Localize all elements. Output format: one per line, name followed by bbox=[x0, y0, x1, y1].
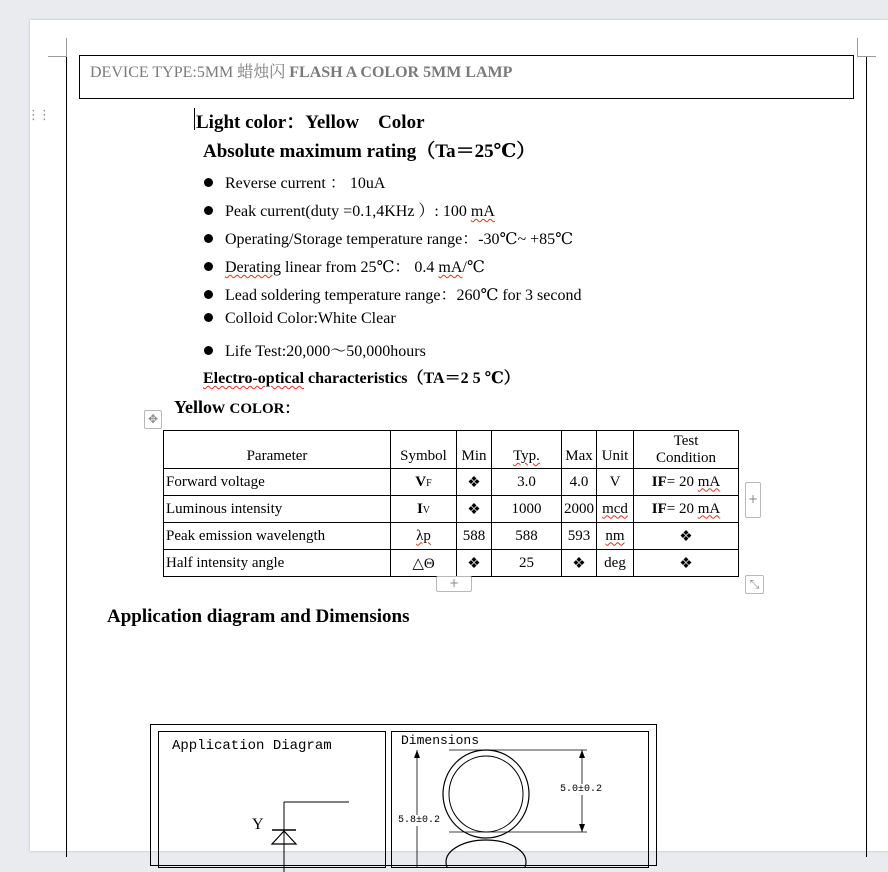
th-parameter: Parameter bbox=[164, 431, 391, 469]
cond-if: IF bbox=[651, 500, 667, 517]
header-device-type bbox=[79, 55, 854, 99]
text-cursor bbox=[194, 108, 195, 130]
spell-flag[interactable]: mA bbox=[697, 473, 721, 490]
dimensions-box bbox=[391, 731, 649, 868]
spell-flag[interactable]: mA bbox=[438, 259, 463, 276]
bullet-text: /℃ bbox=[462, 259, 485, 276]
th-symbol: Symbol bbox=[391, 431, 457, 469]
bullet-colloid-color bbox=[204, 310, 396, 328]
add-column-button[interactable]: + bbox=[745, 482, 761, 518]
cond-value: = 20 bbox=[666, 473, 698, 490]
spell-flag[interactable]: mA bbox=[470, 203, 495, 220]
bullet-text: Life Test:20,000～50,000hours bbox=[225, 343, 426, 360]
th-min: Min bbox=[457, 431, 492, 469]
bullet-text: Operating/Storage temperature range：-30℃~ +85℃ bbox=[225, 231, 574, 248]
bullet-icon bbox=[204, 234, 213, 243]
bullet-operating-temp bbox=[204, 226, 573, 249]
cell-param: Forward voltage bbox=[164, 469, 391, 496]
symbol-sub: F bbox=[426, 477, 432, 489]
symbol-main: I bbox=[416, 500, 423, 517]
cell-unit bbox=[597, 496, 634, 523]
th-test-condition bbox=[634, 431, 739, 469]
bullet-text: linear from 25℃： 0.4 bbox=[280, 259, 439, 276]
spell-flag[interactable]: mA bbox=[697, 500, 721, 517]
cell-max: 593 bbox=[562, 523, 597, 550]
cell-symbol bbox=[391, 469, 457, 496]
cell-typ: 588 bbox=[492, 523, 562, 550]
symbol-main: V bbox=[415, 473, 427, 490]
light-color-line bbox=[196, 107, 425, 134]
spec-table bbox=[163, 430, 739, 577]
cell-condition bbox=[634, 496, 739, 523]
cell-condition: ❖ bbox=[634, 523, 739, 550]
cell-param: Peak emission wavelength bbox=[164, 523, 391, 550]
bullet-icon bbox=[204, 290, 213, 299]
spell-flag[interactable]: Derating bbox=[225, 259, 281, 276]
th-typ bbox=[492, 431, 562, 469]
crop-mark-top-left bbox=[48, 38, 67, 57]
table-row bbox=[164, 496, 739, 523]
yellow-word: Yellow bbox=[174, 397, 230, 417]
eo-heading-text: characteristics（TA＝2 5 ℃） bbox=[304, 370, 520, 387]
bullet-icon bbox=[204, 313, 213, 322]
page-border-right bbox=[866, 57, 867, 857]
spell-flag[interactable]: mcd bbox=[602, 500, 628, 517]
cell-min: ❖ bbox=[457, 469, 492, 496]
dimensions-label: Dimensions bbox=[401, 733, 480, 748]
cell-unit: V bbox=[597, 469, 634, 496]
y-label: Y bbox=[252, 816, 264, 833]
drag-handle-icon[interactable]: ⋮⋮ bbox=[27, 108, 49, 123]
bullet-icon bbox=[204, 346, 213, 355]
yellow-color-heading bbox=[174, 397, 300, 418]
header-prefix: DEVICE TYPE:5MM 蜡烛闪 bbox=[90, 64, 290, 81]
light-color-value: Yellow bbox=[305, 112, 360, 133]
bullet-reverse-current bbox=[204, 170, 385, 193]
dim-height-label: 5.8±0.2 bbox=[398, 815, 441, 826]
th-max: Max bbox=[562, 431, 597, 469]
table-resize-icon[interactable]: ⤡ bbox=[745, 575, 764, 594]
light-color-label: Light color： bbox=[196, 112, 306, 133]
cell-min: 588 bbox=[457, 523, 492, 550]
table-header-row bbox=[164, 431, 739, 469]
bullet-text: Colloid Color:White Clear bbox=[225, 310, 396, 327]
cond-value: = 20 bbox=[666, 500, 698, 517]
bullet-life-test bbox=[204, 338, 426, 361]
app-diagram-label: Application Diagram bbox=[172, 738, 332, 754]
bullet-lead-soldering bbox=[204, 282, 581, 305]
bullet-icon bbox=[204, 262, 213, 271]
header-product: FLASH A COLOR 5MM LAMP bbox=[289, 64, 513, 81]
bullet-text: Peak current(duty =0.1,4KHz ）: 100 bbox=[225, 203, 471, 220]
cell-unit bbox=[597, 523, 634, 550]
cell-max: 4.0 bbox=[562, 469, 597, 496]
th-unit: Unit bbox=[597, 431, 634, 469]
table-row bbox=[164, 550, 739, 577]
led-schematic-icon bbox=[264, 792, 364, 872]
bullet-derating bbox=[204, 254, 485, 277]
application-figure bbox=[150, 724, 657, 866]
bullet-icon bbox=[204, 206, 213, 215]
table-row bbox=[164, 523, 739, 550]
cell-typ: 3.0 bbox=[492, 469, 562, 496]
cell-typ: 25 bbox=[492, 550, 562, 577]
lamp-dimension-drawing bbox=[392, 732, 648, 867]
cell-min: ❖ bbox=[457, 550, 492, 577]
bullet-text: Lead soldering temperature range：260℃ for 3 second bbox=[225, 287, 582, 304]
table-row bbox=[164, 469, 739, 496]
add-row-button[interactable]: + bbox=[436, 576, 472, 592]
dim-width-label: 5.0±0.2 bbox=[560, 784, 603, 795]
spell-flag[interactable]: nm bbox=[605, 527, 625, 544]
cell-symbol bbox=[391, 496, 457, 523]
symbol-sub: V bbox=[422, 504, 431, 516]
cell-unit: deg bbox=[597, 550, 634, 577]
cell-max: ❖ bbox=[562, 550, 597, 577]
cell-condition bbox=[634, 469, 739, 496]
spell-flag[interactable]: Electro-optical bbox=[203, 370, 305, 387]
cell-param: Luminous intensity bbox=[164, 496, 391, 523]
bullet-icon bbox=[204, 178, 213, 187]
eo-heading bbox=[203, 365, 520, 388]
cell-param: Half intensity angle bbox=[164, 550, 391, 577]
th-test-line2: Condition bbox=[655, 449, 716, 466]
th-test-line1: Test bbox=[673, 432, 699, 449]
cell-typ: 1000 bbox=[492, 496, 562, 523]
cell-symbol bbox=[391, 523, 457, 550]
cell-condition: ❖ bbox=[634, 550, 739, 577]
document-page bbox=[27, 20, 888, 851]
page-border-left bbox=[66, 57, 67, 857]
abs-max-heading: Absolute maximum rating（Ta＝25℃） bbox=[203, 141, 536, 162]
bullet-peak-current bbox=[204, 198, 495, 221]
cond-if: IF bbox=[651, 473, 667, 490]
application-diagram-box bbox=[158, 731, 386, 868]
color-word: COLOR： bbox=[229, 401, 300, 417]
app-diagram-heading: Application diagram and Dimensions bbox=[107, 606, 410, 627]
bullet-text: Reverse current ： 10uA bbox=[225, 175, 386, 192]
cell-symbol: △Θ bbox=[391, 550, 457, 577]
crop-mark-top-right bbox=[857, 38, 876, 57]
spell-flag[interactable]: Typ. bbox=[513, 448, 540, 464]
cell-max: 2000 bbox=[562, 496, 597, 523]
light-color-suffix: Color bbox=[378, 112, 425, 133]
symbol-main[interactable]: λp bbox=[416, 527, 431, 544]
cell-min: ❖ bbox=[457, 496, 492, 523]
table-move-icon[interactable]: ✥ bbox=[144, 410, 162, 429]
